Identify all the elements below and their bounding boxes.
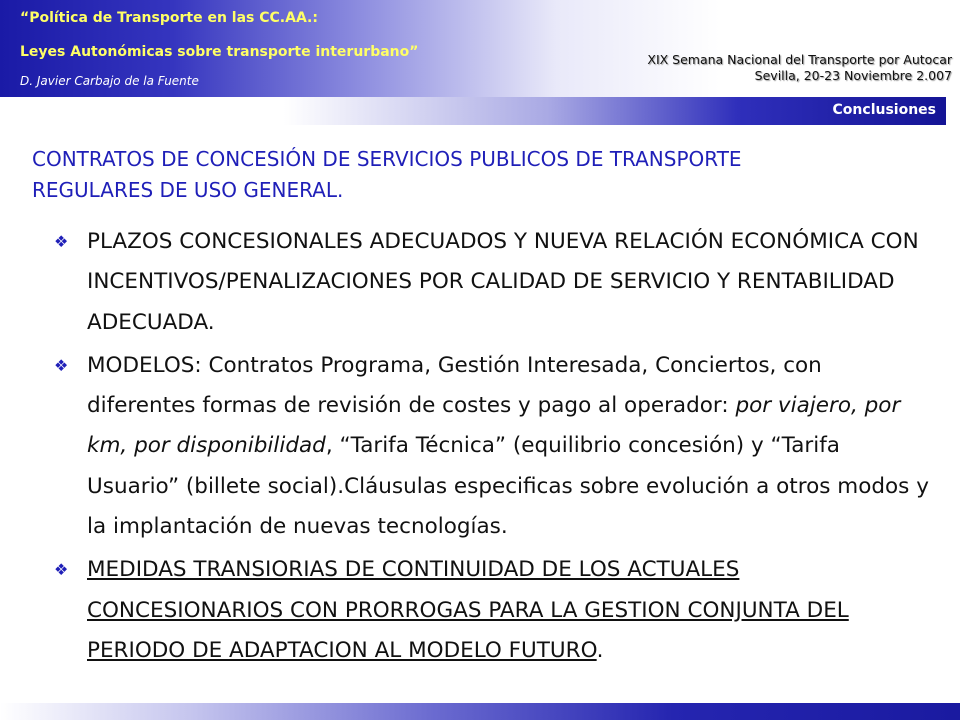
slide-heading-line1: CONTRATOS DE CONCESIÓN DE SERVICIOS PUBLICOS DE TRANSPORTE — [32, 147, 742, 171]
bullet-text-italic: por viajero, por km, por disponibilidad — [87, 393, 901, 459]
diamond-bullet-icon: ❖ — [54, 355, 69, 375]
bullet-item-medidas — [54, 550, 934, 671]
presentation-title-line1: “Política de Transporte en las CC.AA.: — [20, 10, 318, 26]
bullet-item-plazos — [54, 222, 934, 343]
bullet-list — [54, 222, 934, 671]
bullet-text-underlined: MEDIDAS TRANSIORIAS DE CONTINUIDAD DE LOS ACTUALES CONCESIONARIOS CON PRORROGAS PARA LA GESTION CONJUNTA DEL PERIODO DE ADAPTACION AL MODELO FUTURO — [87, 557, 849, 663]
section-label: Conclusiones — [832, 102, 936, 118]
author-name: D. Javier Carbajo de la Fuente — [20, 74, 199, 88]
diamond-bullet-icon: ❖ — [54, 560, 69, 580]
bullet-item-modelos — [54, 346, 934, 547]
bullet-text-tail: , “Tarifa Técnica” (equilibrio concesión) y “Tarifa Usuario” (billete social).Cláusulas especificas sobre evolución a otros modos y la implantación de nuevas tecnologías. — [87, 433, 929, 540]
event-info — [647, 52, 952, 84]
diamond-bullet-icon: ❖ — [54, 232, 69, 251]
footer-band — [0, 703, 960, 720]
bullet-text-end: . — [596, 637, 604, 663]
section-bar — [0, 97, 946, 125]
slide-heading — [32, 144, 932, 206]
event-date-place: Sevilla, 20-23 Noviembre 2.007 — [754, 68, 952, 83]
header-band — [0, 0, 960, 97]
event-name: XIX Semana Nacional del Transporte por Autocar — [647, 52, 952, 67]
slide-heading-line2: REGULARES DE USO GENERAL. — [32, 178, 344, 202]
bullet-text: PLAZOS CONCESIONALES ADECUADOS Y NUEVA RELACIÓN ECONÓMICA CON INCENTIVOS/PENALIZACIONES POR CALIDAD DE SERVICIO Y RENTABILIDAD ADECUADA. — [87, 229, 919, 335]
presentation-title-line2: Leyes Autonómicas sobre transporte interurbano” — [20, 44, 419, 60]
bullet-text-lead: MODELOS: Contratos Programa, Gestión Interesada, Conciertos, con diferentes formas de revisión de costes y pago al operador: — [87, 352, 822, 419]
